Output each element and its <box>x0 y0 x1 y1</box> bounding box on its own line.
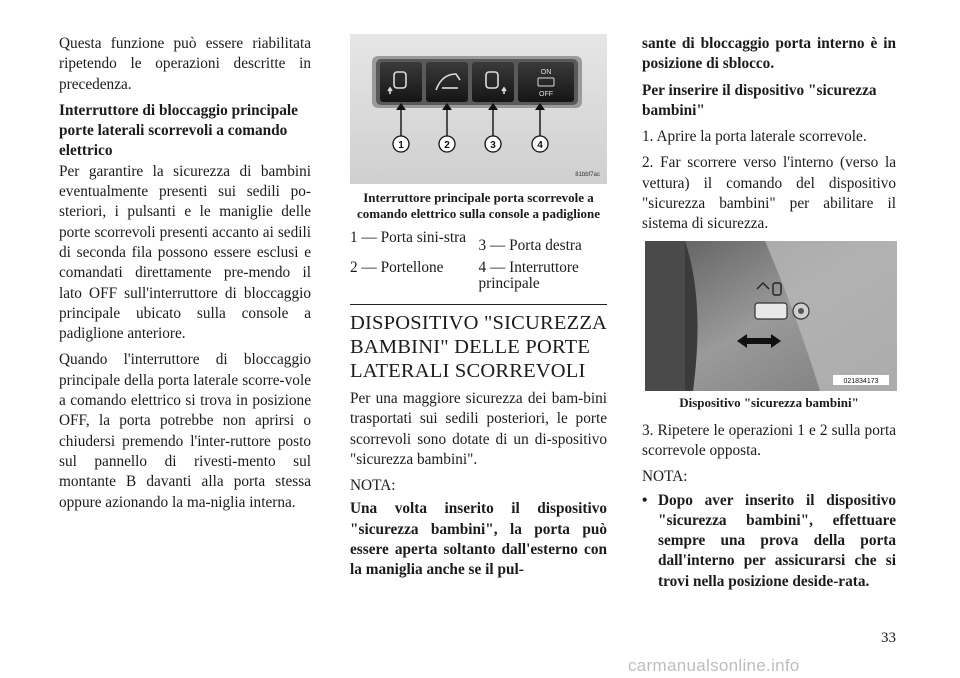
child-lock-illustration <box>645 241 897 391</box>
legend-item-4: 4 — Interruttore principale <box>478 259 579 292</box>
figure2-caption: Dispositivo "sicurezza bambini" <box>679 394 859 410</box>
nota-continuation: sante di bloccaggio porta interno è in posizione di sblocco. <box>642 35 896 73</box>
master-switch-paragraph: Per garantire la sicurezza di bambini eventualmente presenti sui sedili po-steriori, i pulsanti e le maniglie delle porte scorrevoli presenti accanto ai sedili di seconda fila possono essere esclusi e comandati direttamente pre-mendo il lato OFF sull'interruttore di bloccaggio principale ubicato sulla console a padiglione anteriore. <box>59 162 311 343</box>
intro-paragraph: Questa funzione può essere riabilitata ripetendo le operazioni descritte in precedenza. <box>59 35 311 93</box>
overhead-console-illustration <box>350 34 607 184</box>
nota-bullet-list <box>642 491 896 592</box>
figure2-code: 021834173 <box>843 377 879 385</box>
watermark: carmanualsonline.info <box>628 656 800 675</box>
figure1-legend <box>350 228 607 296</box>
section-title: DISPOSITIVO "SICUREZZA BAMBINI" DELLE PORTE LATERALI SCORREVOLI <box>350 312 606 382</box>
column-middle <box>350 34 607 587</box>
bullet-icon: • <box>642 491 648 509</box>
switch-on-label: ON <box>540 69 552 76</box>
list-item: • Dopo aver inserito il dispositivo "sicurezza bambini", effettuare sempre una prova della porta dall'interno per assicurarsi che si trovi nella posizione deside-rata. <box>642 491 896 590</box>
column-right <box>642 34 896 592</box>
svg-text:1: 1 <box>398 140 404 151</box>
legend-item-3: 3 — Porta destra <box>478 237 582 254</box>
left-door-button <box>380 62 422 102</box>
nota-label: NOTA: <box>350 477 396 495</box>
column-left <box>59 34 311 519</box>
figure-code: 81bbf7ac <box>575 172 600 178</box>
right-door-button <box>472 62 514 102</box>
svg-text:3: 3 <box>490 140 496 151</box>
svg-text:2: 2 <box>444 140 450 151</box>
off-position-paragraph: Quando l'interruttore di bloccaggio principale della porta laterale scorre-vole a comando elettrico si trova in posizione OFF, la porta potrebbe non aprirsi o chiudersi premendo l'inter-ruttore posto sul pannello di rivesti-mento sul montante B davanti alla porta stessa oppure azionando la ma-niglia interna. <box>59 351 311 511</box>
legend-item-2: 2 — Portellone <box>350 259 444 276</box>
step-1: 1. Aprire la porta laterale scorrevole. <box>642 128 867 146</box>
engage-heading: Per inserire il dispositivo "sicurezza bambini" <box>642 81 877 119</box>
step-3: 3. Ripetere le operazioni 1 e 2 sulla porta scorrevole opposta. <box>642 421 896 459</box>
nota-label-2: NOTA: <box>642 468 688 486</box>
child-lock-intro: Per una maggiore sicurezza dei bam-bini trasportati sui sedili posteriori, le porte scorrevoli sono dotate di un di-spositivo "sicurezza bambini". <box>350 390 607 468</box>
liftgate-button <box>426 62 468 102</box>
page-number: 33 <box>881 630 896 646</box>
child-lock-figure <box>645 241 897 391</box>
step-2: 2. Far scorrere verso l'interno (verso la vettura) il comando del dispositivo "sicurezza bambini" per abilitare il sistema di sicurezza. <box>642 154 896 233</box>
switch-off-label: OFF <box>539 91 553 98</box>
legend-item-1: 1 — Porta sini-stra <box>350 229 466 246</box>
master-switch-heading: Interruttore di bloccaggio principale porte laterali scorrevoli a comando elettrico <box>59 101 298 160</box>
overhead-console-figure <box>350 34 607 184</box>
svg-text:4: 4 <box>537 140 543 151</box>
child-lock-lever <box>755 303 787 319</box>
nota-text: Una volta inserito il dispositivo "sicurezza bambini", la porta può essere aperta soltanto dall'esterno con la maniglia anche se il pul- <box>350 500 607 579</box>
section-divider <box>350 304 607 305</box>
figure1-caption: Interruttore principale porta scorrevole a comando elettrico sulla console a padiglione <box>356 190 601 221</box>
